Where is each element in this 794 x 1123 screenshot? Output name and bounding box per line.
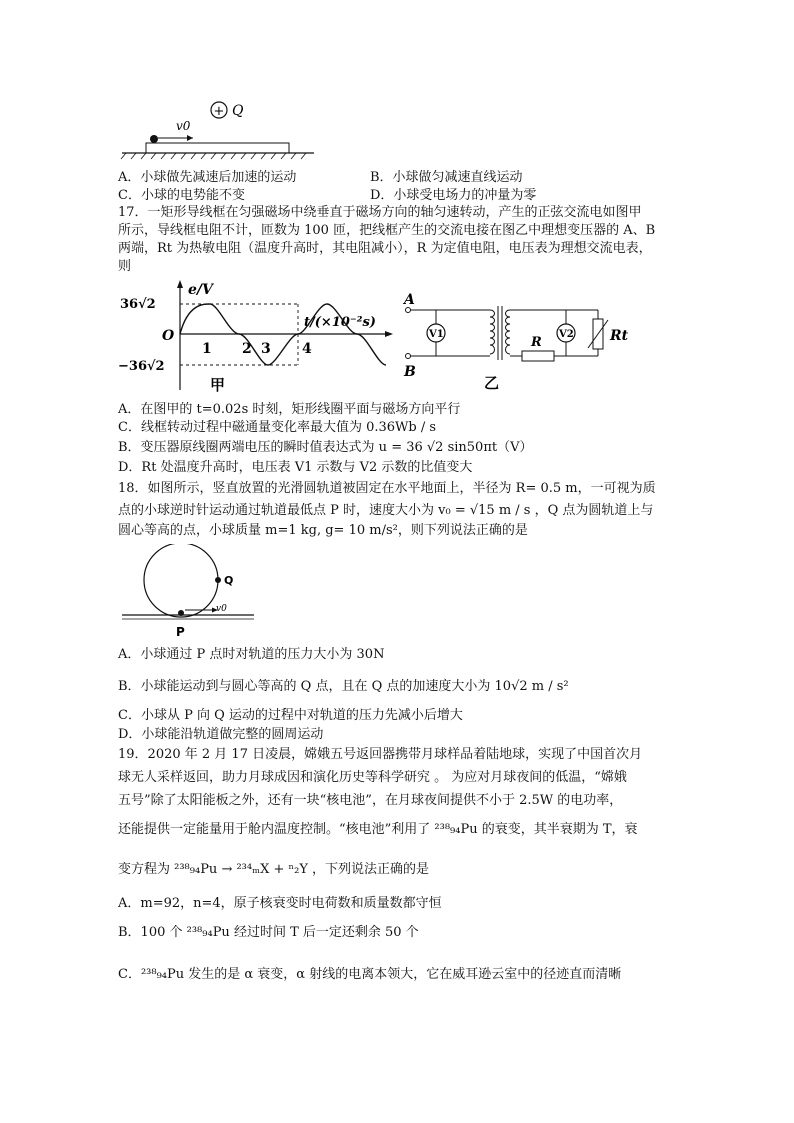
x-axis-label: t/(×10⁻²s) [304,315,376,330]
ball-p [178,610,184,616]
q18-stem-line2: 点的小球逆时针运动通过轨道最低点 P 时，速度大小为 v₀ = √15 m / s ，Q 点为圆轨道上与 [118,503,654,518]
q17-stem-line2: 所示，导线框电阻不计，匝数为 100 匝，把线框产生的交流电接在图乙中理想变压器的 A、B [118,223,656,238]
q17-option-b: C．线框转动过程中磁通量变化率最大值为 0.36Wb / s [118,420,437,435]
q18-option-d: D．小球能沿轨道做完整的圆周运动 [118,727,324,742]
q19-stem-line1: 19．2020 年 2 月 17 日凌晨，嫦娥五号返回器携带月球样品着陆地球，实现了中国首次月 [118,747,643,762]
q16-option-d: D．小球受电场力的冲量为零 [370,188,537,203]
q17-stem-line4: 则 [118,259,132,274]
q18-option-b: B．小球能运动到与圆心等高的 Q 点，且在 Q 点的加速度大小为 10√2 m / s² [118,679,569,694]
terminal-a: A [404,292,415,308]
q17-option-d: D．Rt 处温度升高时，电压表 V1 示数与 V2 示数的比值变大 [118,460,473,475]
v1-label: V1 [429,329,444,340]
q16-option-a: A．小球做先减速后加速的运动 [118,170,297,185]
platform [146,143,289,153]
q-label: Q [224,574,234,587]
q16-option-b: B．小球做匀减速直线运动 [370,170,523,185]
graph-caption: 甲 [210,376,226,394]
q19-stem-line5: 变方程为 ²³⁸₉₄Pu → ²³⁴ₘX + ⁿ₂Y ，下列说法正确的是 [118,862,430,877]
q17-circuit-yi [398,286,648,392]
v2-label: V2 [559,329,574,340]
q18-circle-track [118,544,258,640]
q17-option-c: B．变压器原线圈两端电压的瞬时值表达式为 u = 36 √2 sin50πt（V） [118,440,533,455]
circular-track [144,544,218,617]
q19-stem-line2: 球无人采样返回，助力月球成因和演化历史等科学研究 。 为应对月球夜间的低温，“嫦娥 [118,770,627,785]
r-label: R [531,335,542,350]
q18-stem-line3: 圆心等高的点，小球质量 m=1 kg, g= 10 m/s²，则下列说法正确的是 [118,523,528,538]
resistor-r [522,351,554,361]
q17-stem-line3: 两端，Rt 为热敏电阻（温度升高时，其电阻减小），R 为定值电阻，电压表为理想交流电表， [118,241,652,256]
q19-option-b: B．100 个 ²³⁸₉₄Pu 经过时间 T 后一定还剩余 50 个 [118,925,419,940]
point-q [215,577,221,583]
charge-label: Q [232,103,244,119]
tick-3: 3 [261,341,271,357]
q17-graph-jia [118,278,398,396]
circuit-caption: 乙 [484,374,500,392]
terminal-b: B [404,364,416,380]
y-max-label: 36√2 [120,297,156,312]
origin-label: O [162,328,175,344]
q19-stem-line4: 还能提供一定能量用于舱内温度控制。“核电池”利用了 ²³⁸₉₄Pu 的衰变，其半衰期为 T，衰 [118,822,638,837]
q19-option-c: C．²³⁸₉₄Pu 发生的是 α 衰变，α 射线的电离本领大，它在威耳逊云室中的径迹直而清晰 [118,967,622,982]
q17-stem-line1: 17．一矩形导线框在匀强磁场中绕垂直于磁场方向的轴匀速转动，产生的正弦交流电如图甲 [118,205,642,220]
q18-option-a: A．小球通过 P 点时对轨道的压力大小为 30N [118,647,385,662]
q19-option-a: A．m=92，n=4，原子核衰变时电荷数和质量数都守恒 [118,896,442,911]
velocity-label: v0 [176,119,191,133]
fig1-diagram [118,96,318,162]
rt-label: Rt [610,328,629,344]
v0-label: v0 [216,604,227,614]
charge-plus: + [213,104,225,119]
tick-4: 4 [302,341,312,357]
q17-option-a: A．在图甲的 t=0.02s 时刻，矩形线圈平面与磁场方向平行 [118,402,461,417]
q18-option-c: C．小球从 P 向 Q 运动的过程中对轨道的压力先减小后增大 [118,708,463,723]
q16-option-c: C．小球的电势能不变 [118,188,245,203]
y-min-label: −36√2 [118,359,165,374]
ball [150,135,158,143]
y-axis-label: e/V [188,282,213,298]
q18-stem-line1: 18．如图所示，竖直放置的光滑圆轨道被固定在水平地面上，半径为 R= 0.5 m，一可视为质 [118,481,656,496]
tick-1: 1 [202,341,212,357]
q19-stem-line3: 五号”除了太阳能板之外，还有一块“核电池”，在月球夜间提供不小于 2.5W 的电功率， [118,793,623,808]
p-label: P [176,625,185,639]
tick-2: 2 [242,341,252,357]
